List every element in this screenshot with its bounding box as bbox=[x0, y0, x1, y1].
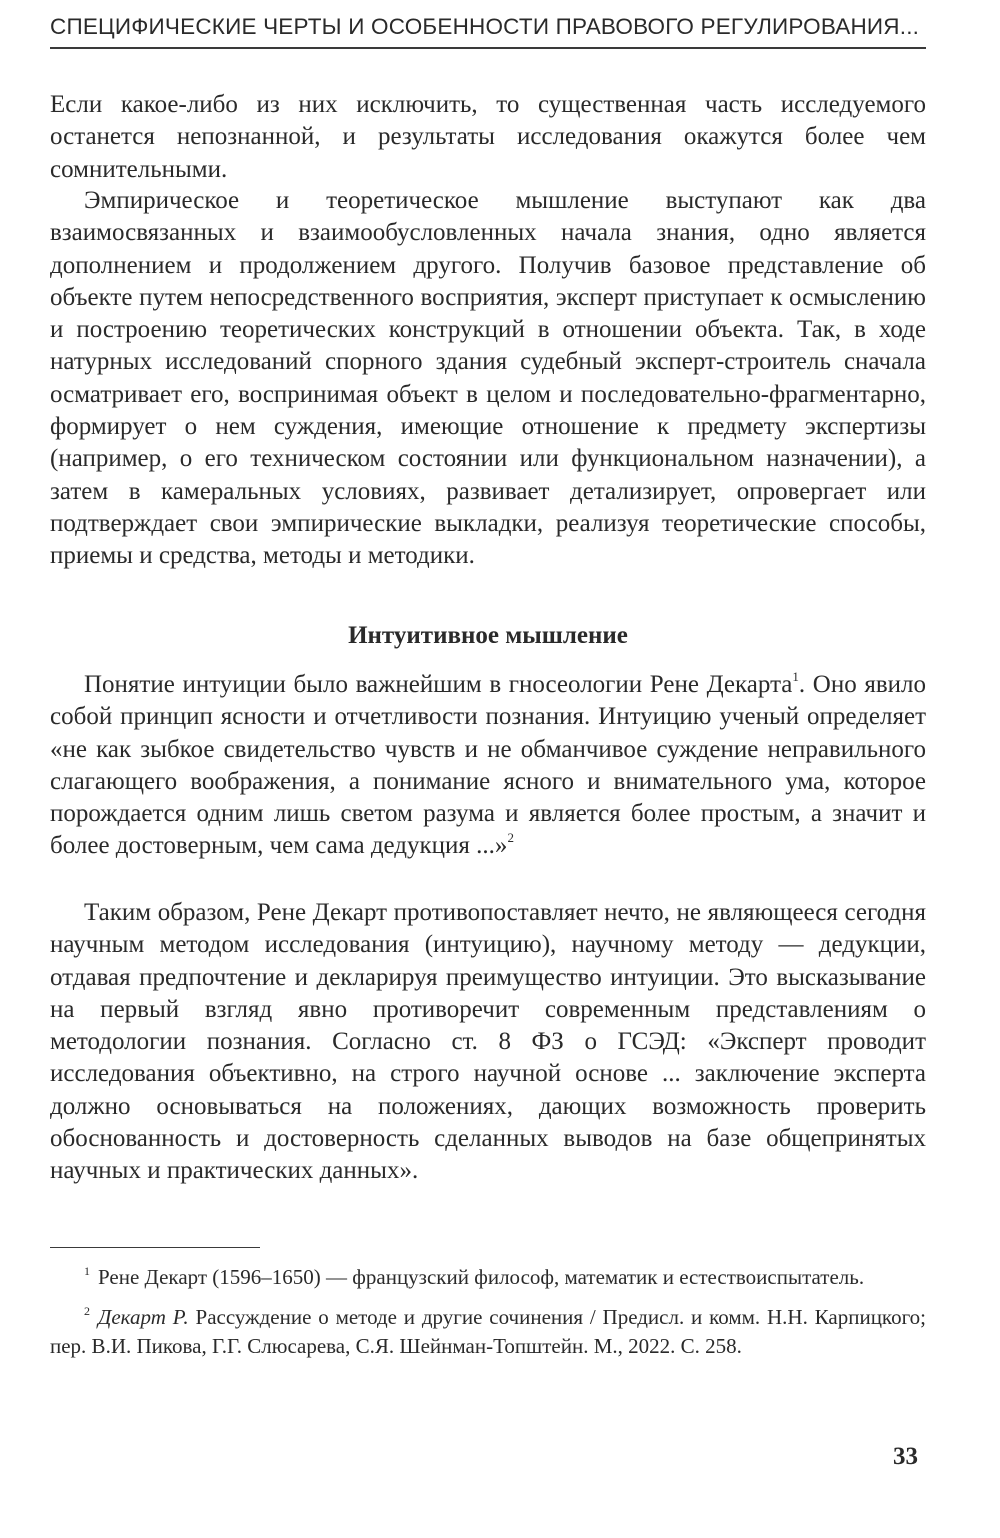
footnote-2-text: Рассуждение о методе и другие сочинения / Предисл. и комм. Н.Н. Карпицкого; пер. В.И. Пикова, Г.Г. Слюсарева, С.Я. Шейнман-Топштейн. М., 2022. С. 258. bbox=[50, 1304, 926, 1358]
footnote-rule bbox=[50, 1247, 260, 1248]
paragraph-1: Если какое-либо из них исключить, то существенная часть исследуемого останется непознанной, и результаты исследования окажутся более чем сомнительными. bbox=[50, 91, 926, 183]
footnote-1-text: Рене Декарт (1596–1650) — французский философ, математик и естествоиспытатель. bbox=[98, 1265, 865, 1289]
header-rule bbox=[50, 47, 926, 49]
footnote-2-author: Декарт Р. bbox=[98, 1304, 189, 1329]
footnote-ref-2: 2 bbox=[507, 830, 514, 846]
paragraph-4: Таким образом, Рене Декарт противопоставляет нечто, не являющееся сегодня научным методом исследования (интуицию), научному методу — дедукции, отдавая предпочтение и декларируя преимущество интуиции. Это высказывание на первый взгляд явно противоречит современным представлениям о методологии познания. Согласно ст. 8 ФЗ о ГСЭД: «Эксперт проводит исследования объективно, на строго научной основе ... заключение эксперта должно основываться на положениях, дающих возможность проверить обоснованность и достоверность сделанных выводов на базе общепринятых научных и практических данных». bbox=[50, 899, 926, 1185]
paragraph-2-block bbox=[50, 185, 926, 573]
paragraph-4-block bbox=[50, 897, 926, 1188]
footnote-2 bbox=[50, 1303, 926, 1362]
paragraph-2: Эмпирическое и теоретическое мышление выступают как два взаимосвязанных и взаимообусловленных начала знания, одно является дополнением и продолжением другого. Получив базовое представление об объекте путем непосредственного восприятия, эксперт приступает к осмыслению и построению теоретических конструкций в отношении объекта. Так, в ходе натурных исследований спорного здания судебный эксперт-строитель сначала осматривает его, воспринимая объект в целом и последовательно-фрагментарно, формирует о нем суждения, имеющие отношение к предмету экспертизы (например, о его техническом состоянии или функциональном назначении), а затем в камеральных условиях, развивает детализирует, опровергает или подтверждает свои эмпирические выкладки, реализуя теоретические способы, приемы и средства, методы и методики. bbox=[50, 187, 926, 570]
footnote-1-number: 1 bbox=[84, 1264, 90, 1278]
page-number: 33 bbox=[893, 1443, 918, 1470]
footnote-1 bbox=[50, 1263, 926, 1293]
footnote-ref-1: 1 bbox=[792, 669, 799, 684]
paragraph-3 bbox=[50, 669, 926, 863]
paragraph-3-block bbox=[50, 669, 926, 863]
footnote-2-number: 2 bbox=[84, 1303, 90, 1318]
section-heading: Интуитивное мышление bbox=[348, 622, 628, 649]
running-header: СПЕЦИФИЧЕСКИЕ ЧЕРТЫ И ОСОБЕННОСТИ ПРАВОВОГО РЕГУЛИРОВАНИЯ... bbox=[50, 14, 920, 39]
paragraph-3-part-a: Понятие интуиции было важнейшим в гносеологии Рене Декарта bbox=[84, 671, 793, 698]
footnotes bbox=[50, 1263, 926, 1372]
paragraph-3-part-b: . Оно явило собой принцип ясности и отчетливости познания. Интуицию ученый определяет «не как зыбкое свидетельство чувств и не обманчивое суждение неправильного слагающего воображения, а понимание ясного и внимательного ума, которое порождается одним лишь светом разума и является более простым, а значит и более достоверным, чем сама дедукция ...» bbox=[50, 671, 926, 860]
paragraph-1-block bbox=[50, 89, 926, 186]
